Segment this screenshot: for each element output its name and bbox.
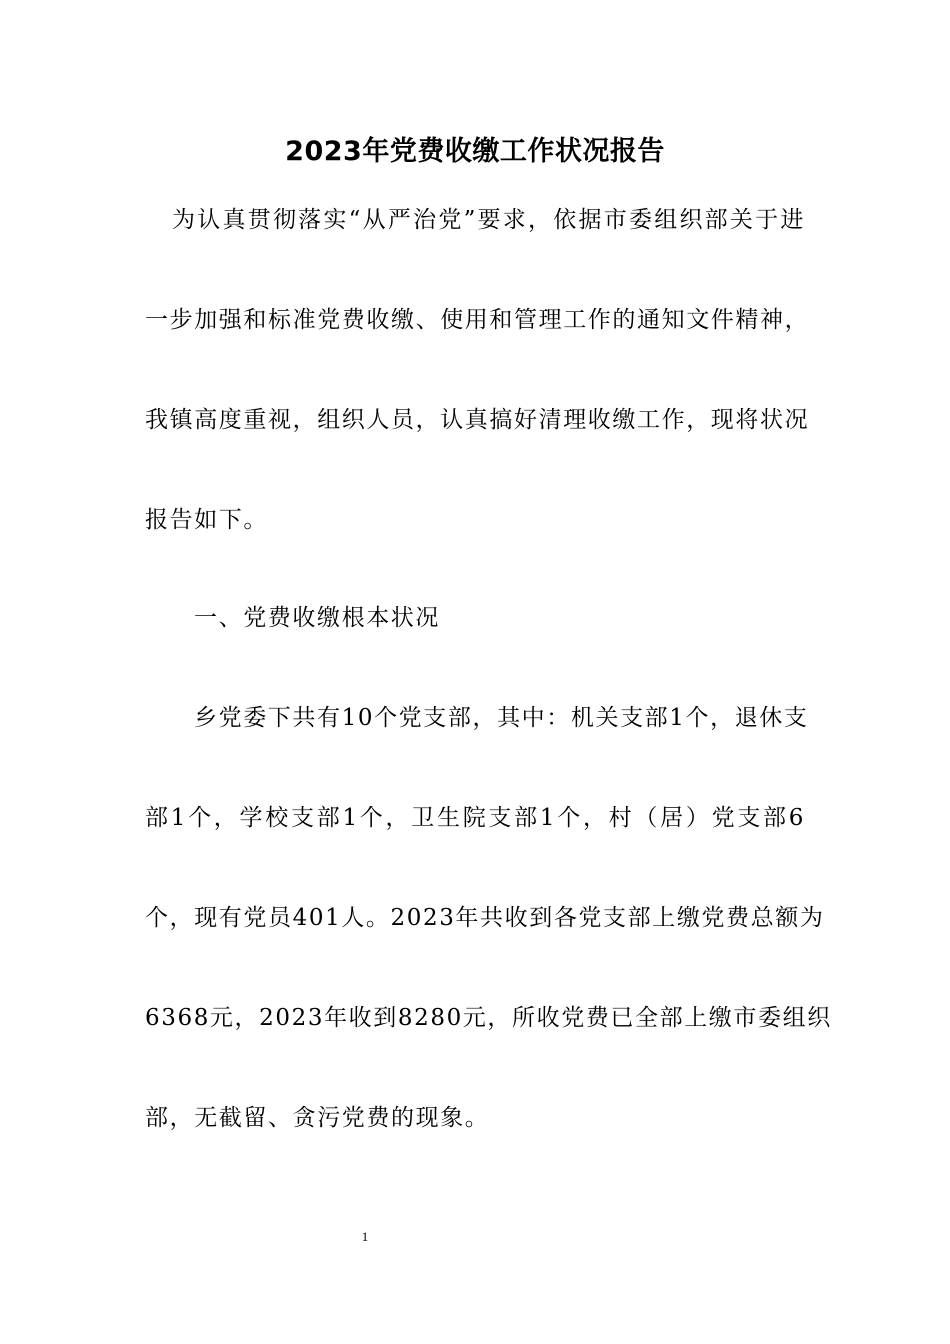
paragraph-1-line-2: 一步加强和标准党费收缴、使用和管理工作的通知文件精神， bbox=[145, 307, 810, 333]
page-number: 1 bbox=[361, 1229, 369, 1244]
paragraph-1-line-4: 报告如下。 bbox=[145, 507, 268, 533]
paragraph-2-line-3: 个，现有党员401人。2023年共收到各党支部上缴党费总额为 bbox=[145, 905, 825, 931]
document-title: 2023年党费收缴工作状况报告 bbox=[285, 136, 665, 167]
section-heading-1: 一、党费收缴根本状况 bbox=[194, 605, 440, 631]
paragraph-2-line-4: 6368元，2023年收到8280元，所收党费已全部上缴市委组织 bbox=[145, 1005, 832, 1031]
paragraph-2-line-5: 部，无截留、贪污党费的现象。 bbox=[145, 1105, 490, 1131]
paragraph-2-line-1: 乡党委下共有10个党支部，其中：机关支部1个，退休支 bbox=[194, 705, 809, 731]
paragraph-1-line-1: 为认真贯彻落实“从严治党”要求，依据市委组织部关于进 bbox=[172, 207, 805, 233]
paragraph-2-line-2: 部1个，学校支部1个，卫生院支部1个，村（居）党支部6 bbox=[145, 805, 805, 831]
paragraph-1-line-3: 我镇高度重视，组织人员，认真搞好清理收缴工作，现将状况 bbox=[145, 407, 810, 433]
